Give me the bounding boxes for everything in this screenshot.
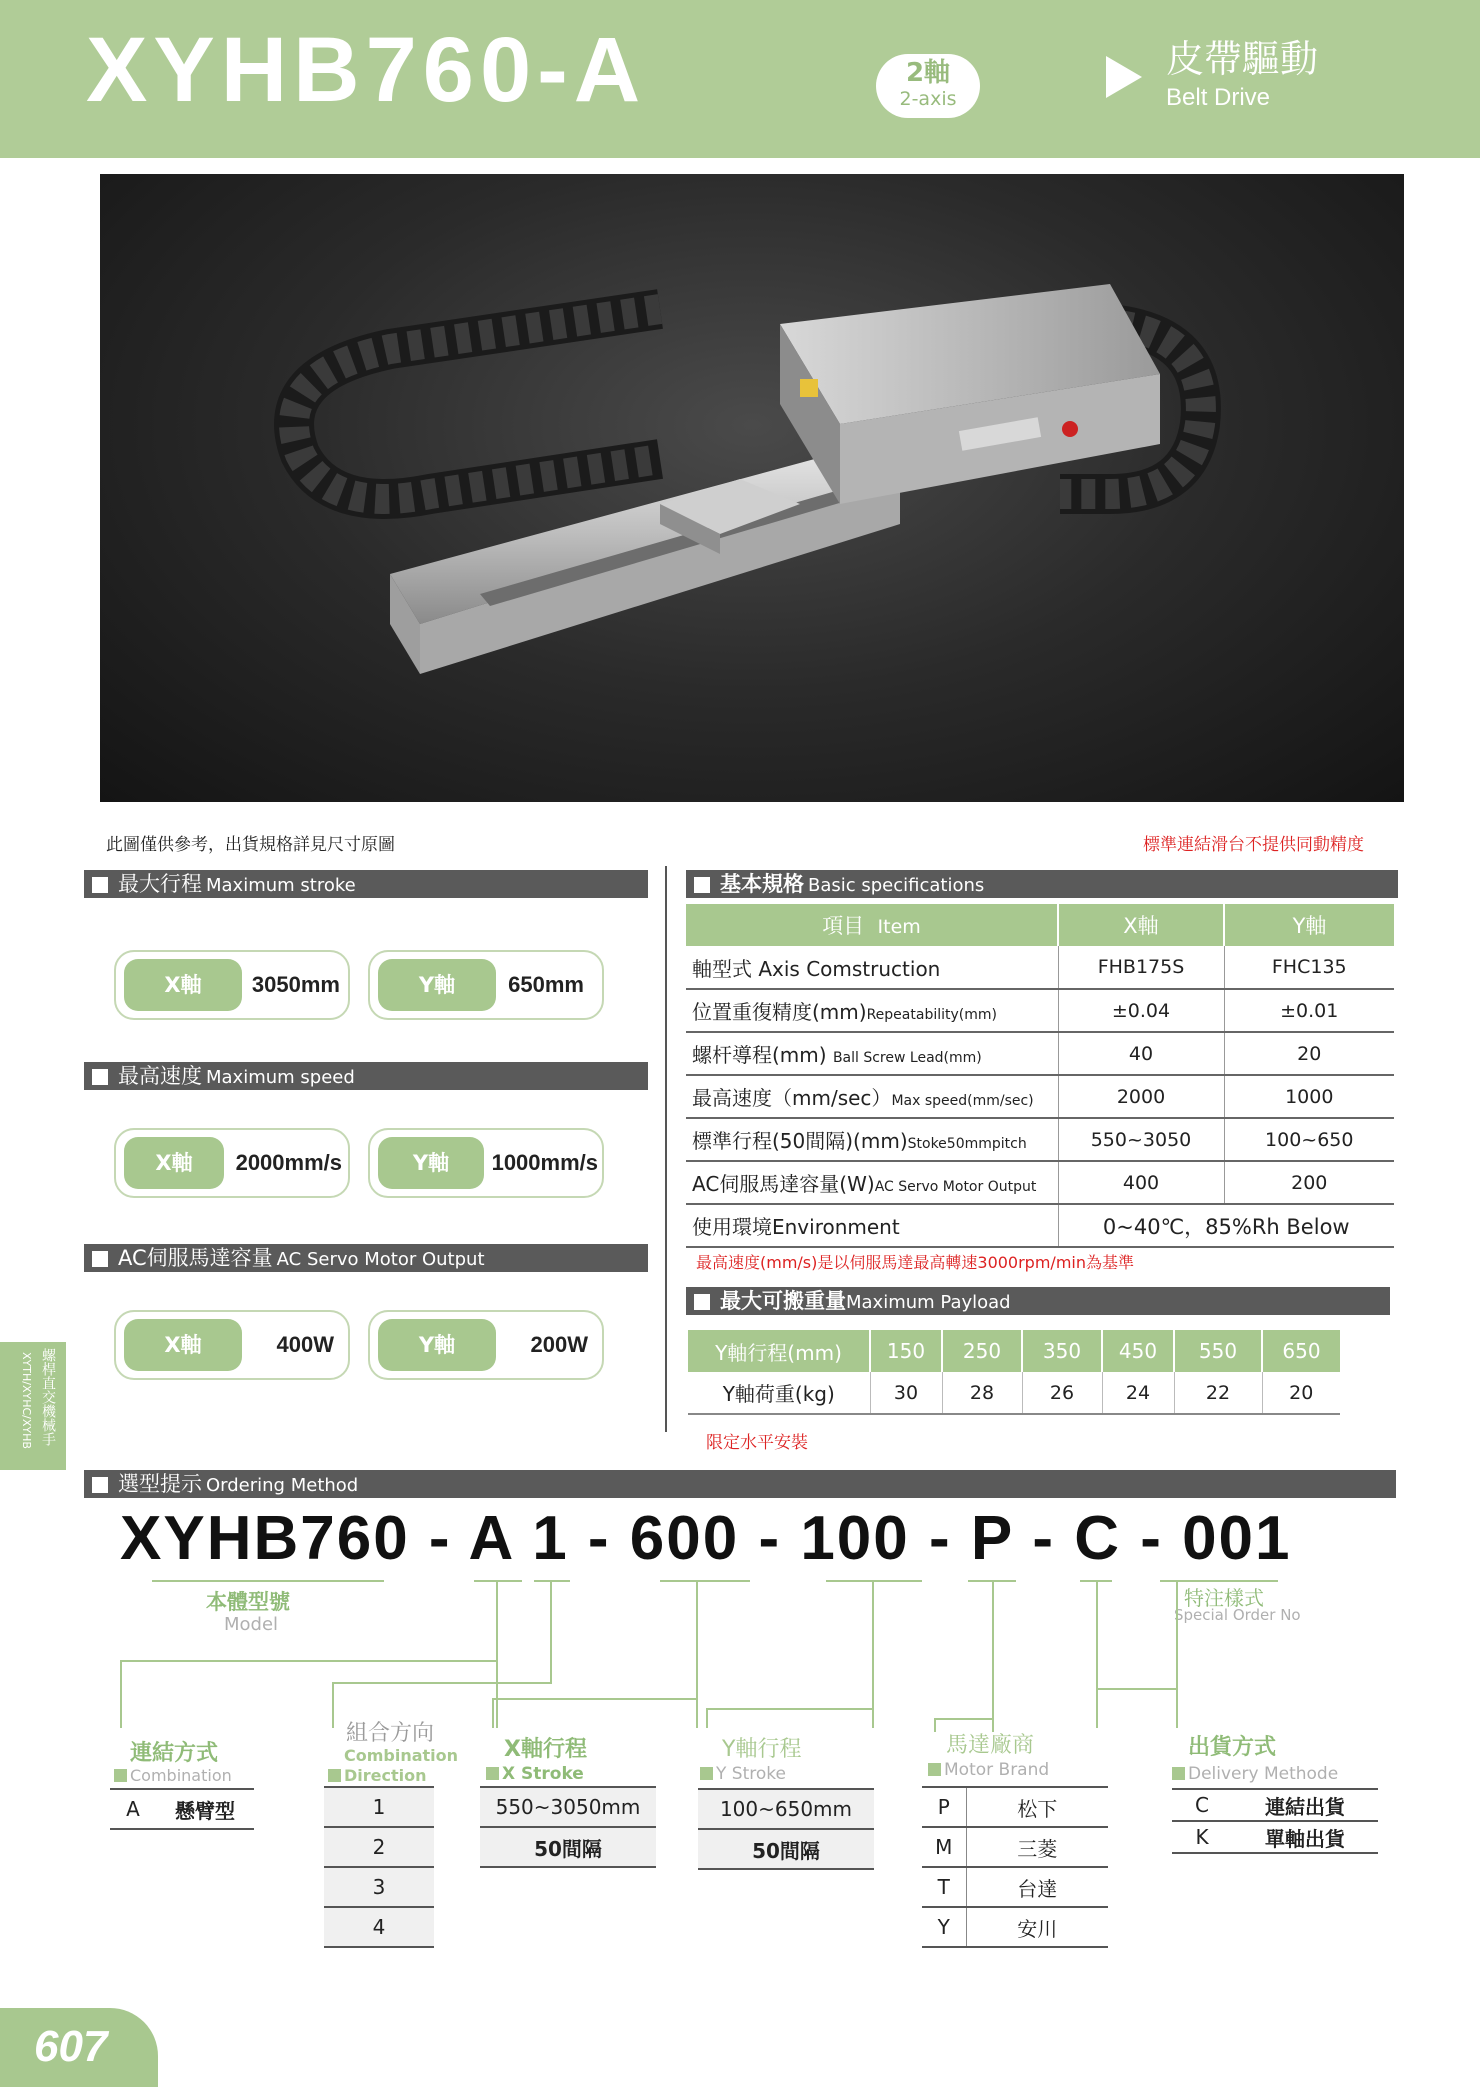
table-row [324,1907,434,1947]
section-title-zh: 最大可搬重量 [720,1289,846,1313]
y-stroke-label-zh: Y軸行程 [722,1737,802,1762]
spec-item-en: Ball Screw Lead(mm) [832,1050,982,1066]
table-row [324,1787,434,1827]
option-name: 三菱 [966,1827,1108,1867]
payload-load: 24 [1102,1372,1174,1414]
gantry-robot-illustration [100,174,1404,802]
square-bullet-icon [328,1769,341,1782]
spec-item-en: Max speed(mm/sec) [891,1093,1034,1109]
spec-x-value: 40 [1058,1032,1224,1075]
pill-motor-y [368,1310,604,1380]
y-stroke-en: Y Stroke [716,1764,786,1784]
pill-label: X軸 [124,1319,242,1371]
combination-label-zh: 連結方式 [130,1741,219,1766]
x-stroke-label-zh: X軸行程 [504,1737,587,1762]
spec-y-value: 200 [1224,1161,1394,1204]
model-title: XYHB760-A [86,19,647,121]
spec-y-value: 1000 [1224,1075,1394,1118]
table-row [686,989,1394,1032]
play-icon [1106,56,1142,98]
motor-brand-en: Motor Brand [944,1760,1050,1780]
section-title-en: Basic specifications [808,875,985,896]
y-stroke-table [698,1788,874,1870]
spec-item [686,1075,1058,1118]
option-name: 單軸出貨 [1232,1821,1378,1853]
table-row [686,1204,1394,1247]
option-pitch: 50間隔 [698,1829,874,1869]
section-bar-spec [686,870,1398,898]
spec-item [686,989,1058,1032]
spec-table [686,904,1394,1248]
axis-badge-en: 2-axis [899,88,957,110]
drive-type-zh: 皮帶驅動 [1166,37,1319,81]
section-bar-stroke [84,870,648,898]
direction-table [324,1786,434,1948]
spec-y-value: 20 [1224,1032,1394,1075]
option-range: 100~650mm [698,1789,874,1829]
pill-value: 3050mm [251,972,340,997]
table-row [1172,1821,1378,1853]
drive-type-en: Belt Drive [1166,84,1271,111]
spec-item-zh: 標準行程(50間隔)(mm) [692,1129,908,1153]
spec-item-zh: 螺杆導程(mm) [692,1043,827,1067]
connector-combination-stem [496,1582,498,1662]
spec-item [686,946,1058,989]
connector-x-stroke [492,1698,698,1728]
option-name: 台達 [966,1867,1108,1907]
section-bar-payload [686,1287,1390,1315]
delivery-en: Delivery Methode [1188,1764,1339,1784]
option-code: 1 [324,1787,434,1827]
side-tab-zh: 螺桿直交機械手 [40,1348,56,1446]
delivery-label-zh: 出貨方式 [1188,1735,1277,1760]
option-name: 安川 [966,1907,1108,1947]
option-code: A [110,1789,156,1829]
sync-accuracy-note: 標準連結滑台不提供同動精度 [1143,835,1364,855]
pill-stroke-x [114,950,350,1020]
underline-combination [474,1580,522,1582]
square-bullet-icon [92,1477,108,1493]
square-bullet-icon [694,877,710,893]
table-row [324,1867,434,1907]
motor-brand-table [922,1786,1108,1948]
section-title-en: AC Servo Motor Output [276,1249,485,1270]
spec-header-y: Y軸 [1224,904,1394,946]
option-code: K [1172,1821,1232,1853]
payload-load: 26 [1022,1372,1102,1414]
square-bullet-icon [92,877,108,893]
table-row [922,1787,1108,1827]
table-row [686,1075,1394,1118]
section-bar-motor [84,1244,648,1272]
pill-value: 650mm [508,972,584,997]
square-bullet-icon [92,1069,108,1085]
spec-x-value: 550~3050 [1058,1118,1224,1161]
payload-stroke: 650 [1262,1330,1340,1372]
payload-stroke: 550 [1174,1330,1262,1372]
section-title-zh: 選型提示 [118,1472,202,1496]
pill-label: Y軸 [378,1319,496,1371]
pill-stroke-y [368,950,604,1020]
table-row [324,1827,434,1867]
payload-load-row [688,1372,1340,1414]
pill-label: Y軸 [378,1137,484,1189]
payload-load: 20 [1262,1372,1340,1414]
pill-value: 400W [276,1332,334,1357]
option-range: 550~3050mm [480,1787,656,1827]
square-bullet-icon [928,1763,941,1776]
payload-row-label: Y軸行程(mm) [688,1330,870,1372]
connector-delivery-bar [1096,1688,1178,1690]
spec-header-item-zh: 項目 [822,914,865,938]
axis-badge [876,54,980,118]
photo-reference-note: 此圖僅供參考，出貨規格詳見尺寸原圖 [106,835,395,855]
square-bullet-icon [694,1294,710,1310]
spec-x-value: 2000 [1058,1075,1224,1118]
spec-y-value: FHC135 [1224,946,1394,989]
spec-item [686,1118,1058,1161]
payload-stroke-row [688,1330,1340,1372]
payload-load: 28 [942,1372,1022,1414]
side-tab-en: XYTH/XYHC/XYHB [20,1352,33,1449]
combination-en: Combination [130,1766,232,1785]
spec-env-label: 使用環境Environment [686,1204,1058,1247]
spec-item-zh: 軸型式 Axis Comstruction [692,956,941,981]
x-stroke-en: X Stroke [502,1764,584,1784]
section-title-zh: 最高速度 [118,1064,202,1088]
underline-model [152,1580,384,1582]
direction-label-en2 [328,1766,427,1785]
x-stroke-label-en [486,1764,584,1784]
section-title-zh: AC伺服馬達容量 [118,1246,273,1270]
option-name: 連結出貨 [1232,1789,1378,1821]
option-code: P [922,1787,966,1827]
payload-stroke: 350 [1022,1330,1102,1372]
ordering-code: XYHB760 - A 1 - 600 - 100 - P - C - 001 [120,1504,1292,1573]
pill-label: X軸 [124,1137,224,1189]
option-name: 懸臂型 [156,1789,254,1829]
spec-item-en: Stoke50mmpitch [907,1136,1027,1152]
payload-stroke: 450 [1102,1330,1174,1372]
spec-item-en: AC Servo Motor Output [874,1179,1037,1195]
speed-basis-note: 最高速度(mm/s)是以伺服馬達最高轉速3000rpm/min為基準 [696,1253,1134,1272]
section-title-zh: 最大行程 [118,872,202,896]
spec-header-item-en: Item [877,916,921,938]
pill-motor-x [114,1310,350,1380]
payload-load: 22 [1174,1372,1262,1414]
pill-label: Y軸 [378,959,496,1011]
column-divider [665,866,667,1432]
section-title-en: Maximum Payload [846,1292,1011,1313]
pill-value: 1000mm/s [491,1150,598,1175]
table-row [480,1787,656,1827]
side-category-tab [0,1342,66,1470]
option-pitch: 50間隔 [480,1827,656,1867]
motor-brand-label-en [928,1760,1049,1780]
table-row [922,1867,1108,1907]
pill-value: 2000mm/s [235,1150,342,1175]
pill-speed-x [114,1128,350,1198]
option-code: 2 [324,1827,434,1867]
spec-item-zh: AC伺服馬達容量(W) [692,1172,875,1196]
option-name: 松下 [966,1787,1108,1827]
special-label-en: Special Order No [1174,1606,1301,1624]
direction-label-zh: 組合方向 [346,1721,435,1746]
square-bullet-icon [486,1767,499,1780]
option-code: 3 [324,1867,434,1907]
spec-env-value: 0~40℃，85%Rh Below [1058,1204,1394,1247]
connector-x-stroke-stem [696,1582,698,1700]
model-label-en: Model [224,1614,279,1635]
option-code: Y [922,1907,966,1947]
spec-item [686,1032,1058,1075]
spec-header-x: X軸 [1058,904,1224,946]
combination-table [110,1788,254,1830]
connector-motor-stem [992,1582,994,1720]
option-code: 4 [324,1907,434,1947]
table-row [698,1789,874,1829]
connector-y-stroke-stem [872,1582,874,1710]
underline-x-stroke [660,1580,750,1582]
table-row [686,1118,1394,1161]
table-row [686,1032,1394,1075]
special-label-zh: 特注樣式 [1184,1586,1264,1610]
connector-y-stroke [706,1708,874,1728]
spec-x-value: ±0.04 [1058,989,1224,1032]
payload-table [688,1330,1340,1415]
section-bar-speed [84,1062,648,1090]
square-bullet-icon [700,1767,713,1780]
payload-row-label: Y軸荷重(kg) [688,1372,870,1414]
pill-value: 200W [530,1332,588,1357]
spec-x-value: FHB175S [1058,946,1224,989]
model-label-zh: 本體型號 [206,1590,290,1614]
square-bullet-icon [1172,1767,1185,1780]
square-bullet-icon [92,1251,108,1267]
motor-brand-label-zh: 馬達廠商 [946,1733,1035,1758]
section-title-en: Ordering Method [206,1475,359,1496]
section-title-zh: 基本規格 [720,872,804,896]
page-number: 607 [34,2022,108,2071]
table-row [922,1907,1108,1947]
axis-badge-zh: 2軸 [905,58,951,88]
spec-item-zh: 位置重復精度(mm) [692,1000,867,1024]
pill-label: X軸 [124,959,242,1011]
table-row [110,1789,254,1829]
table-row [1172,1789,1378,1821]
delivery-label-en [1172,1764,1338,1784]
table-row [686,946,1394,989]
payload-stroke: 250 [942,1330,1022,1372]
spec-item-en: Repeatability(mm) [866,1007,997,1023]
square-bullet-icon [114,1769,127,1782]
payload-load: 30 [870,1372,942,1414]
table-row [480,1827,656,1867]
install-note: 限定水平安裝 [706,1433,808,1453]
spec-y-value: ±0.01 [1224,989,1394,1032]
spec-x-value: 400 [1058,1161,1224,1204]
spec-header-item [686,904,1058,946]
combination-label-en [114,1766,232,1785]
option-code: T [922,1867,966,1907]
page-number-tab [0,2008,158,2087]
x-stroke-table [480,1786,656,1868]
option-code: C [1172,1789,1232,1821]
product-photo [100,174,1404,802]
section-title-en: Maximum speed [206,1067,355,1088]
connector-direction-stem [550,1582,552,1684]
delivery-table [1172,1788,1378,1854]
connector-delivery [1096,1582,1178,1728]
direction-en2: Direction [344,1766,427,1785]
section-title-en: Maximum stroke [206,875,356,896]
spec-header-row [686,904,1394,946]
option-code: M [922,1827,966,1867]
spec-y-value: 100~650 [1224,1118,1394,1161]
table-row [686,1161,1394,1204]
spec-item [686,1161,1058,1204]
direction-label-en1: Combination [344,1746,459,1765]
y-stroke-label-en [700,1764,786,1784]
payload-stroke: 150 [870,1330,942,1372]
pill-speed-y [368,1128,604,1198]
table-row [698,1829,874,1869]
spec-item-zh: 最高速度（mm/sec） [692,1086,892,1110]
underline-y-stroke [826,1580,922,1582]
section-bar-ordering [84,1470,1396,1498]
table-row [922,1827,1108,1867]
underline-direction [534,1580,570,1582]
